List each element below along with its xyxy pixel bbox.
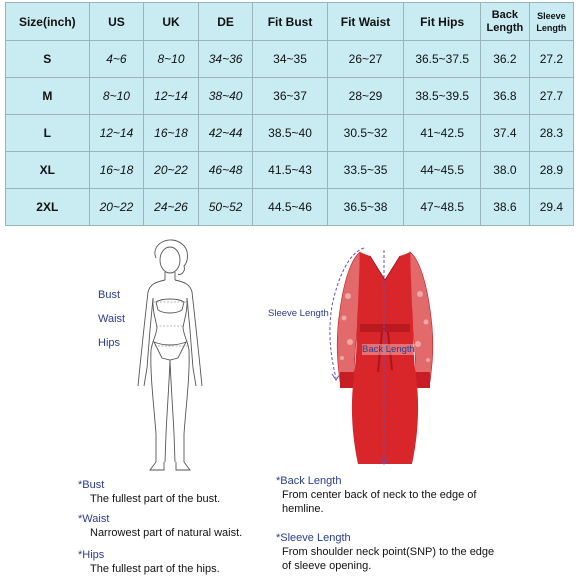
table-cell: 36.2 — [481, 41, 530, 78]
table-cell: 16~18 — [144, 115, 199, 152]
table-cell: 41.5~43 — [253, 152, 327, 189]
hips-definition — [78, 548, 220, 576]
table-cell: 34~36 — [198, 41, 253, 78]
table-cell: 24~26 — [144, 189, 199, 226]
header-size: Size(inch) — [6, 3, 90, 41]
table-header-row — [6, 3, 574, 41]
waist-definition — [78, 512, 242, 540]
table-cell: 29.4 — [529, 189, 573, 226]
table-row — [6, 115, 574, 152]
table-cell: 42~44 — [198, 115, 253, 152]
table-cell: 38.5~40 — [253, 115, 327, 152]
body-outline-illustration — [120, 236, 220, 476]
bust-description: The fullest part of the bust. — [90, 493, 221, 505]
sleeve-length-description: From shoulder neck point(SNP) to the edge of sleeve opening. — [282, 546, 495, 572]
table-cell: 28.9 — [529, 152, 573, 189]
table-cell: 2XL — [6, 189, 90, 226]
header-fit-hips: Fit Hips — [404, 3, 481, 41]
table-cell: 27.7 — [529, 78, 573, 115]
header-us: US — [89, 3, 144, 41]
dress-illustration — [320, 246, 450, 470]
table-cell: 44~45.5 — [404, 152, 481, 189]
table-cell: 38.5~39.5 — [404, 78, 481, 115]
table-cell: 36.5~38 — [327, 189, 404, 226]
back-length-definition — [276, 474, 506, 516]
waist-label: Waist — [98, 313, 126, 325]
table-cell: M — [6, 78, 90, 115]
bust-definition — [78, 478, 220, 506]
header-fit-bust: Fit Bust — [253, 3, 327, 41]
table-cell: 27.2 — [529, 41, 573, 78]
hips-description: The fullest part of the hips. — [90, 563, 220, 575]
table-cell: 44.5~46 — [253, 189, 327, 226]
table-cell: 47~48.5 — [404, 189, 481, 226]
table-cell: 4~6 — [89, 41, 144, 78]
table-cell: 38.0 — [481, 152, 530, 189]
header-sleeve-length: Sleeve Length — [529, 3, 573, 41]
table-cell: 16~18 — [89, 152, 144, 189]
table-cell: 12~14 — [89, 115, 144, 152]
table-row — [6, 152, 574, 189]
size-table — [5, 2, 574, 226]
header-back-length: Back Length — [481, 3, 530, 41]
header-uk: UK — [144, 3, 199, 41]
table-cell: L — [6, 115, 90, 152]
header-de: DE — [198, 3, 253, 41]
table-cell: 12~14 — [144, 78, 199, 115]
table-cell: 20~22 — [89, 189, 144, 226]
table-cell: 38~40 — [198, 78, 253, 115]
table-cell: 50~52 — [198, 189, 253, 226]
table-cell: 34~35 — [253, 41, 327, 78]
table-cell: 30.5~32 — [327, 115, 404, 152]
bust-term: *Bust — [78, 479, 105, 491]
table-cell: 37.4 — [481, 115, 530, 152]
bust-label: Bust — [98, 289, 121, 301]
table-cell: 28~29 — [327, 78, 404, 115]
waist-term: *Waist — [78, 513, 110, 525]
table-cell: 36.8 — [481, 78, 530, 115]
back-length-term: *Back Length — [276, 475, 342, 487]
waist-description: Narrowest part of natural waist. — [90, 527, 243, 539]
table-cell: 38.6 — [481, 189, 530, 226]
back-length-description: From center back of neck to the edge of hemline. — [282, 489, 477, 515]
table-cell: 8~10 — [144, 41, 199, 78]
table-row — [6, 78, 574, 115]
table-row — [6, 189, 574, 226]
table-cell: XL — [6, 152, 90, 189]
table-cell: 26~27 — [327, 41, 404, 78]
table-cell: 8~10 — [89, 78, 144, 115]
table-cell: 41~42.5 — [404, 115, 481, 152]
table-cell: 33.5~35 — [327, 152, 404, 189]
table-row — [6, 41, 574, 78]
table-cell: S — [6, 41, 90, 78]
sleeve-length-label: Sleeve Length — [268, 308, 329, 319]
header-fit-waist: Fit Waist — [327, 3, 404, 41]
table-cell: 46~48 — [198, 152, 253, 189]
sleeve-length-term: *Sleeve Length — [276, 532, 351, 544]
table-cell: 36.5~37.5 — [404, 41, 481, 78]
back-length-label: Back Length — [362, 344, 415, 355]
table-cell: 28.3 — [529, 115, 573, 152]
sleeve-length-definition — [276, 531, 506, 573]
hips-label: Hips — [98, 337, 121, 349]
table-cell: 36~37 — [253, 78, 327, 115]
table-cell: 20~22 — [144, 152, 199, 189]
hips-term: *Hips — [78, 549, 105, 561]
